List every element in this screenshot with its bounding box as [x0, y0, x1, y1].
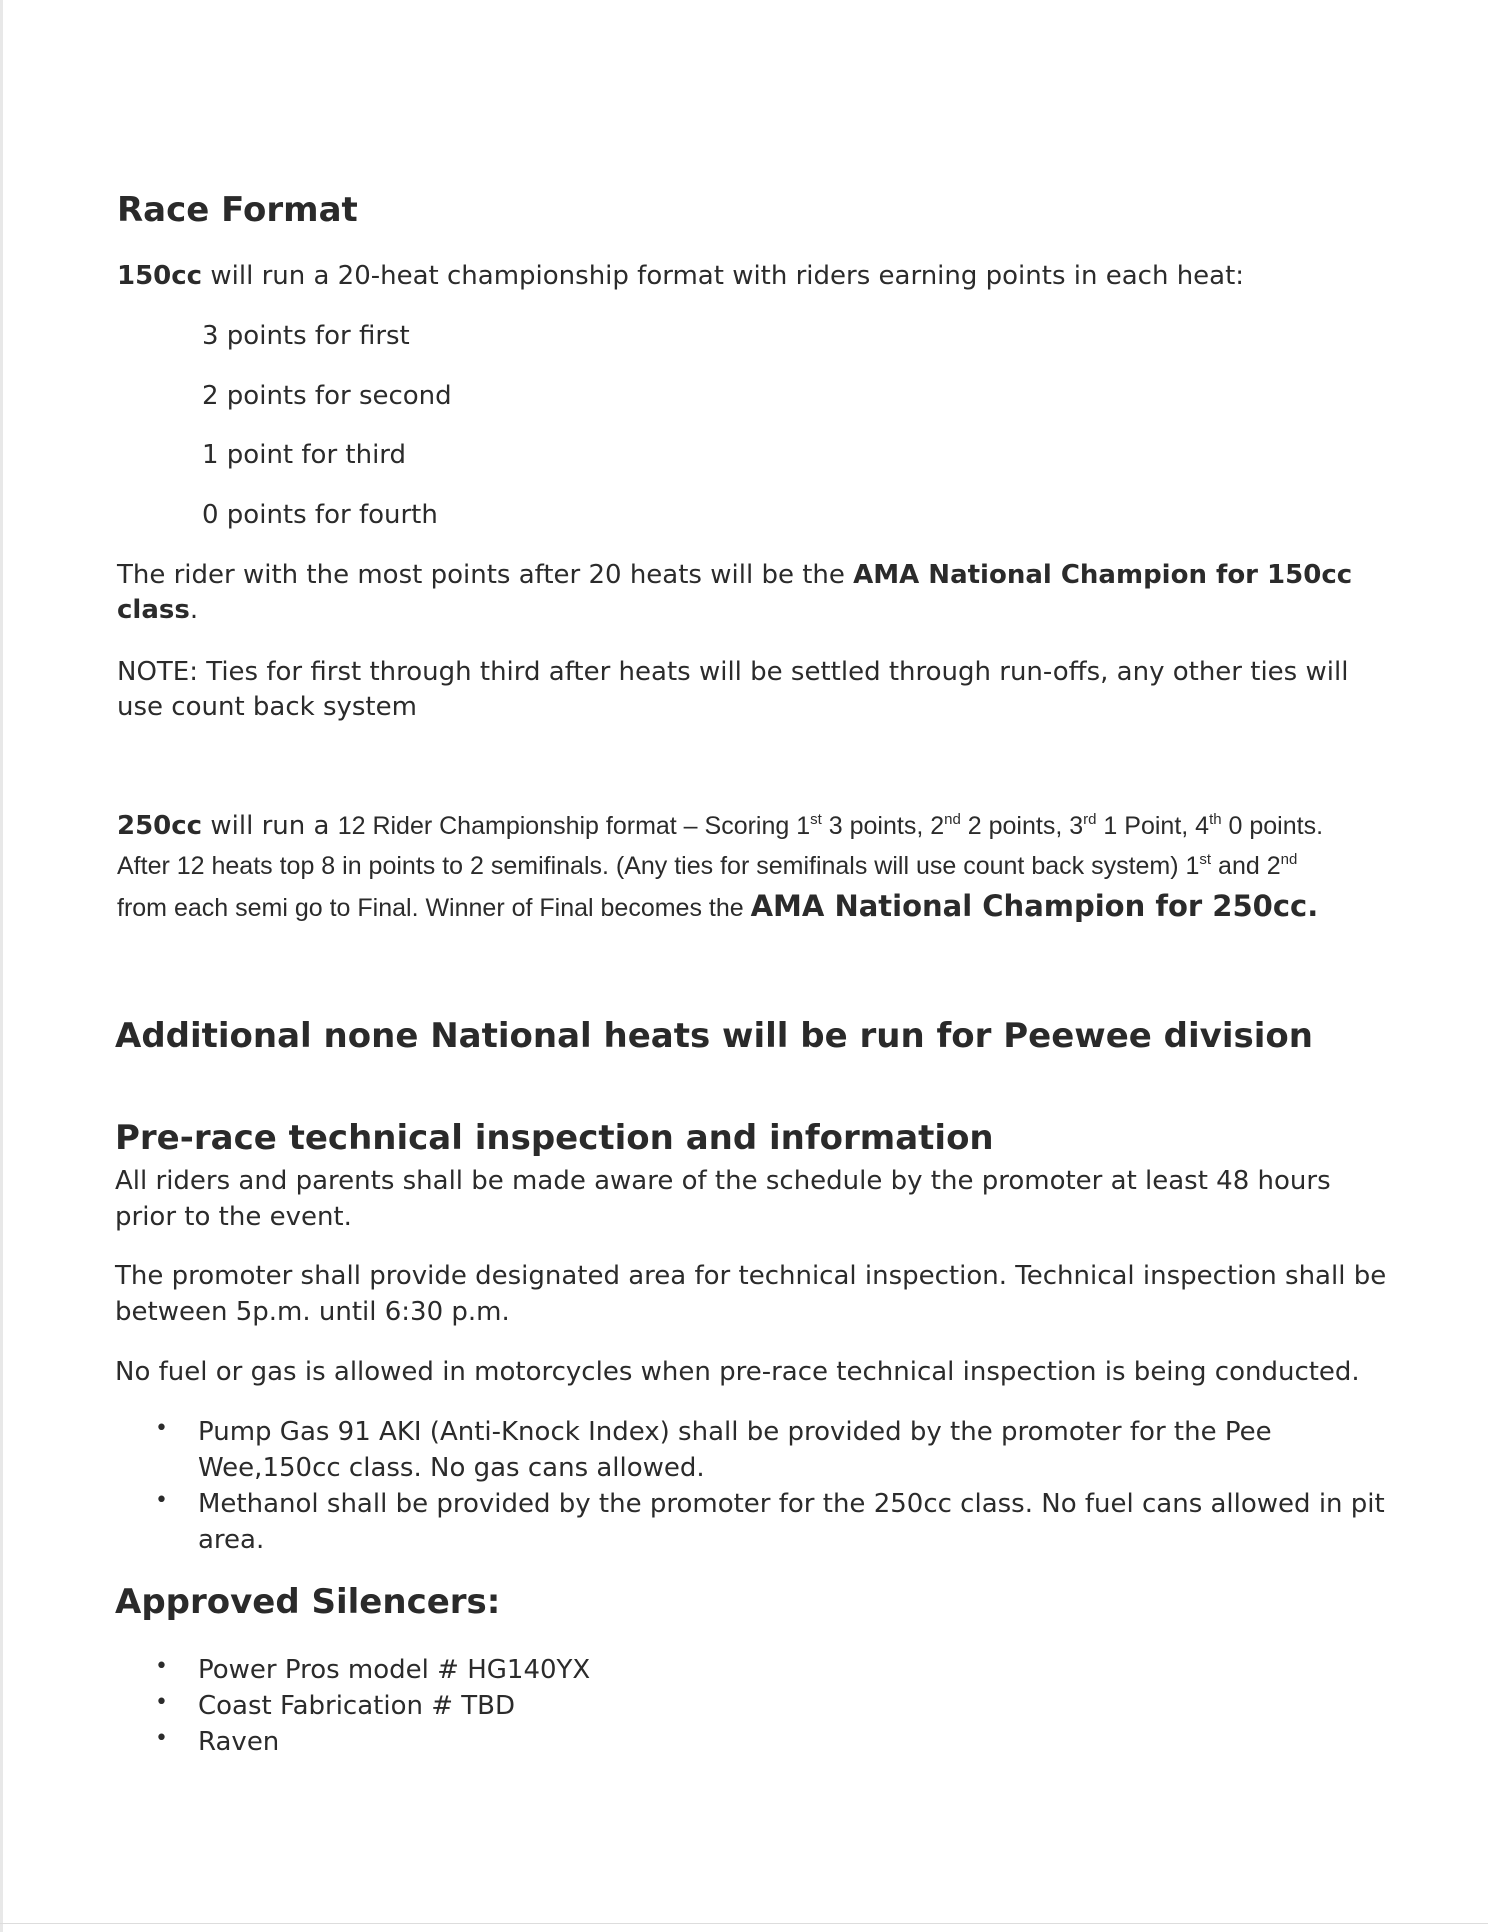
- champion-bold: class: [117, 595, 190, 625]
- race-format-heading: Race Format: [117, 190, 358, 230]
- prerace-p1-line2: prior to the event.: [115, 1202, 352, 1232]
- prerace-p3: No fuel or gas is allowed in motorcycles when pre-race technical inspection is being conducted.: [115, 1357, 1360, 1387]
- silencers-heading: Approved Silencers:: [115, 1582, 501, 1622]
- class-250-bold: 250cc: [117, 811, 203, 841]
- silencer-item: Coast Fabrication # TBD: [198, 1691, 516, 1721]
- bullet-icon: •: [155, 1726, 168, 1751]
- bullet-icon: •: [155, 1488, 168, 1513]
- fuel-bullet-line2: area.: [198, 1525, 265, 1555]
- points-item: 3 points for first: [202, 321, 410, 351]
- ordinal-sup: th: [1209, 811, 1222, 828]
- fuel-bullet-line2: Wee,150cc class. No gas cans allowed.: [198, 1453, 705, 1483]
- text-seg: 3 points, 2: [821, 812, 945, 840]
- prerace-p2-line2: between 5p.m. until 6:30 p.m.: [115, 1297, 510, 1327]
- text-seg: and 2: [1211, 852, 1281, 880]
- ordinal-sup: st: [1199, 851, 1212, 868]
- class-250-text: [338, 812, 1323, 840]
- class-250-text: will run a: [202, 811, 338, 841]
- intro-bold: 150cc: [117, 261, 203, 291]
- bullet-icon: •: [155, 1416, 168, 1441]
- fuel-bullet-line1: Pump Gas 91 AKI (Anti-Knock Index) shall be provided by the promoter for the Pee: [198, 1417, 1272, 1447]
- class-250-line3: [117, 888, 1318, 929]
- intro-text: will run a 20-heat championship format with riders earning points in each heat:: [202, 261, 1245, 291]
- points-item: 1 point for third: [202, 440, 407, 470]
- class-250-line1: [117, 808, 1323, 844]
- prerace-p1-line1: All riders and parents shall be made aware of the schedule by the promoter at least 48 hours: [115, 1166, 1331, 1196]
- bullet-icon: •: [155, 1690, 168, 1715]
- text-seg: After 12 heats top 8 in points to 2 semifinals. (Any ties for semifinals will use count back system) 1: [117, 852, 1200, 880]
- champion-bold: AMA National Champion for 150cc: [853, 560, 1353, 590]
- text-seg: 1 Point, 4: [1096, 812, 1210, 840]
- points-item: 2 points for second: [202, 381, 452, 411]
- ordinal-sup: nd: [1280, 851, 1298, 868]
- text-seg: from each semi go to Final. Winner of Final becomes the: [117, 894, 751, 922]
- ordinal-sup: nd: [944, 811, 961, 828]
- fuel-bullet-line1: Methanol shall be provided by the promoter for the 250cc class. No fuel cans allowed in pit: [198, 1489, 1385, 1519]
- text-seg: 0 points.: [1221, 812, 1324, 840]
- scan-bottom-edge: [0, 1923, 1488, 1924]
- ordinal-sup: rd: [1083, 811, 1097, 828]
- note-line2: use count back system: [117, 692, 417, 722]
- points-item: 0 points for fourth: [202, 500, 438, 530]
- bullet-icon: •: [155, 1654, 168, 1679]
- class-250-champion-bold: AMA National Champion for 250cc.: [750, 889, 1319, 923]
- race-format-intro: [117, 258, 1244, 294]
- note-line1: NOTE: Ties for first through third after heats will be settled through run-offs, any other ties will: [117, 657, 1349, 687]
- additional-heading: Additional none National heats will be run for Peewee division: [115, 1016, 1313, 1056]
- champion-line1: [117, 557, 1352, 593]
- prerace-heading: Pre-race technical inspection and information: [115, 1118, 994, 1158]
- champion-line2: [117, 592, 198, 628]
- silencer-item: Power Pros model # HG140YX: [198, 1655, 591, 1685]
- prerace-p2-line1: The promoter shall provide designated area for technical inspection. Technical inspection shall be: [115, 1261, 1387, 1291]
- ordinal-sup: st: [810, 811, 822, 828]
- text-seg: 2 points, 3: [960, 812, 1084, 840]
- class-250-line2: [117, 848, 1297, 884]
- text-seg: 12 Rider Championship format – Scoring 1: [337, 812, 811, 840]
- champion-text: .: [189, 595, 199, 625]
- scan-edge: [0, 0, 3, 1932]
- silencer-item: Raven: [198, 1727, 280, 1757]
- champion-text: The rider with the most points after 20 heats will be the: [117, 560, 854, 590]
